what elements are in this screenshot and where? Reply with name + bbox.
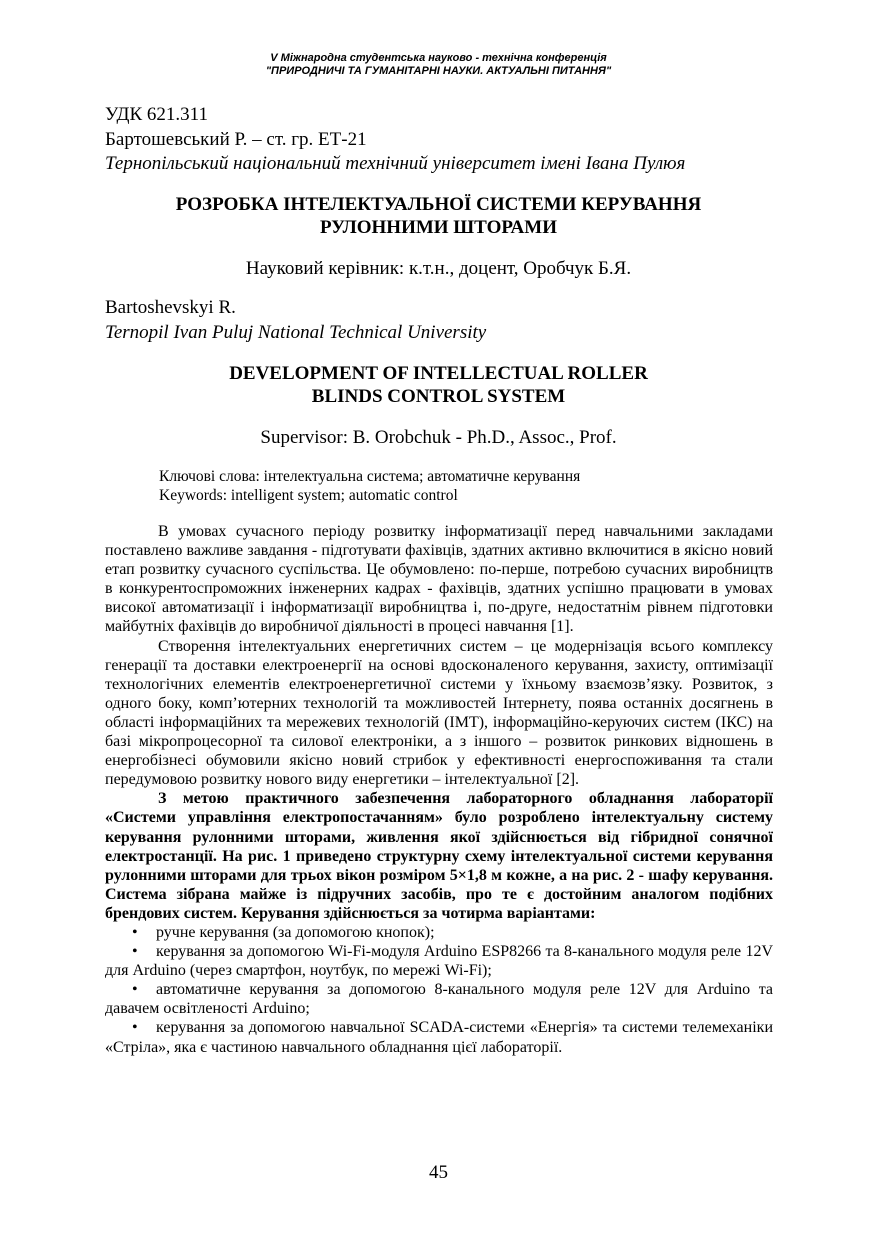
supervisor-ua: Науковий керівник: к.т.н., доцент, Оробчук Б.Я. xyxy=(245,258,632,279)
title-ua-line2: РУЛОННИМИ ШТОРАМИ xyxy=(320,217,557,238)
conference-name: V Міжнародна студентська науково - технічна конференція xyxy=(270,52,607,64)
bullet-item xyxy=(105,923,773,942)
paragraph-2: Створення інтелектуальних енергетичних систем – це модернізація всього комплексу генерації та доставки електроенергії на основі вдосконаленого керування, захисту, оптимізації технологічних елементів електроенергетичної системи у їхньому взаємозв’язку. Розвиток, з одного боку, комп’ютерних технологій та можливостей Інтернету, поява останніх досягнень в області інформаційних та мережевих технологій (ІМТ), інформаційно-керуючих систем (ІКС) на базі мікропроцесорної та силової електроніки, а з іншого – розвиток ринкових відношень в енергобізнесі обумовили якісно новий стрибок у ефективності енергоспоживання та стали передумовою розвитку нового виду енергетики – інтелектуальної [2]. xyxy=(105,637,773,789)
bullet-text: керування за допомогою навчальної SCADA-системи «Енергія» та системи телемеханіки «Стріла», яка є частиною навчального обладнання цієї лабораторії. xyxy=(105,1019,773,1056)
author-en: Bartoshevskyi R. xyxy=(105,297,236,318)
bullet-text: автоматичне керування за допомогою 8-канального модуля реле 12V для Arduino та давачем освітленості Arduino; xyxy=(105,981,773,1018)
keywords-ua: Ключові слова: інтелектуальна система; автоматичне керування xyxy=(159,468,581,485)
bullet-text: керування за допомогою Wi-Fi-модуля Arduino ESP8266 та 8-канального модуля реле 12V для Arduino (через смартфон, ноутбук, по мережі Wi-Fi); xyxy=(105,943,773,980)
keywords-en: Keywords: intelligent system; automatic control xyxy=(159,487,458,504)
bullet-icon: • xyxy=(132,1019,138,1037)
bullet-item xyxy=(105,942,773,980)
bullet-item xyxy=(105,980,773,1018)
title-en-line1: DEVELOPMENT OF INTELLECTUAL ROLLER xyxy=(229,363,648,384)
conference-header xyxy=(0,52,877,78)
udk-code: УДК 621.311 xyxy=(105,104,208,125)
page-number: 45 xyxy=(429,1162,448,1183)
bullet-item xyxy=(105,1018,773,1056)
bullet-icon: • xyxy=(132,981,138,999)
bullet-text: ручне керування (за допомогою кнопок); xyxy=(156,923,435,941)
supervisor-en: Supervisor: B. Orobchuk - Ph.D., Assoc., Prof. xyxy=(260,427,617,448)
paragraph-3: З метою практичного забезпечення лабораторного обладнання лабораторії «Системи управління електропостачанням» було розроблено інтелектуальну систему керування рулонними шторами, живлення якої здійснюється від гібридної сонячної електростанції. На рис. 1 приведено структурну схему інтелектуальної системи керування рулонними шторами для трьох вікон розміром 5×1,8 м кожне, а на рис. 2 - шафу керування. Система зібрана майже із підручних засобів, про те є достойним аналогом подібних брендових систем. Керування здійснюється за чотирма варіантами: xyxy=(105,790,773,922)
title-en xyxy=(0,362,877,408)
title-en-line2: BLINDS CONTROL SYSTEM xyxy=(311,386,566,407)
bullet-icon: • xyxy=(132,923,138,941)
author-ua: Бартошевський Р. – ст. гр. ЕТ-21 xyxy=(105,129,367,150)
affiliation-ua: Тернопільський національний технічний університет імені Івана Пулюя xyxy=(105,153,686,174)
article-body xyxy=(105,522,773,1057)
bullet-icon: • xyxy=(132,943,138,961)
title-ua xyxy=(0,193,877,239)
conference-theme: "ПРИРОДНИЧІ ТА ГУМАНІТАРНІ НАУКИ. АКТУАЛЬНІ ПИТАННЯ" xyxy=(265,65,612,77)
paragraph-1: В умовах сучасного періоду розвитку інформатизації перед навчальними закладами поставлено важливе завдання - підготувати фахівців, здатних активно включитися в якісно новий етап розвитку сучасного суспільства. Це обумовлено: по-перше, потребою сучасних виробництв в конкурентоспроможних інженерних кадрах - фахівців, здатних успішно працювати в умовах високої автоматизації і інформатизації виробництва і, по-друге, недостатнім рівнем підготовки майбутніх фахівців до виробничої діяльності в процесі навчання [1]. xyxy=(105,523,773,636)
affiliation-en: Ternopil Ivan Puluj National Technical University xyxy=(105,322,487,343)
title-ua-line1: РОЗРОБКА ІНТЕЛЕКТУАЛЬНОЇ СИСТЕМИ КЕРУВАННЯ xyxy=(175,194,702,215)
